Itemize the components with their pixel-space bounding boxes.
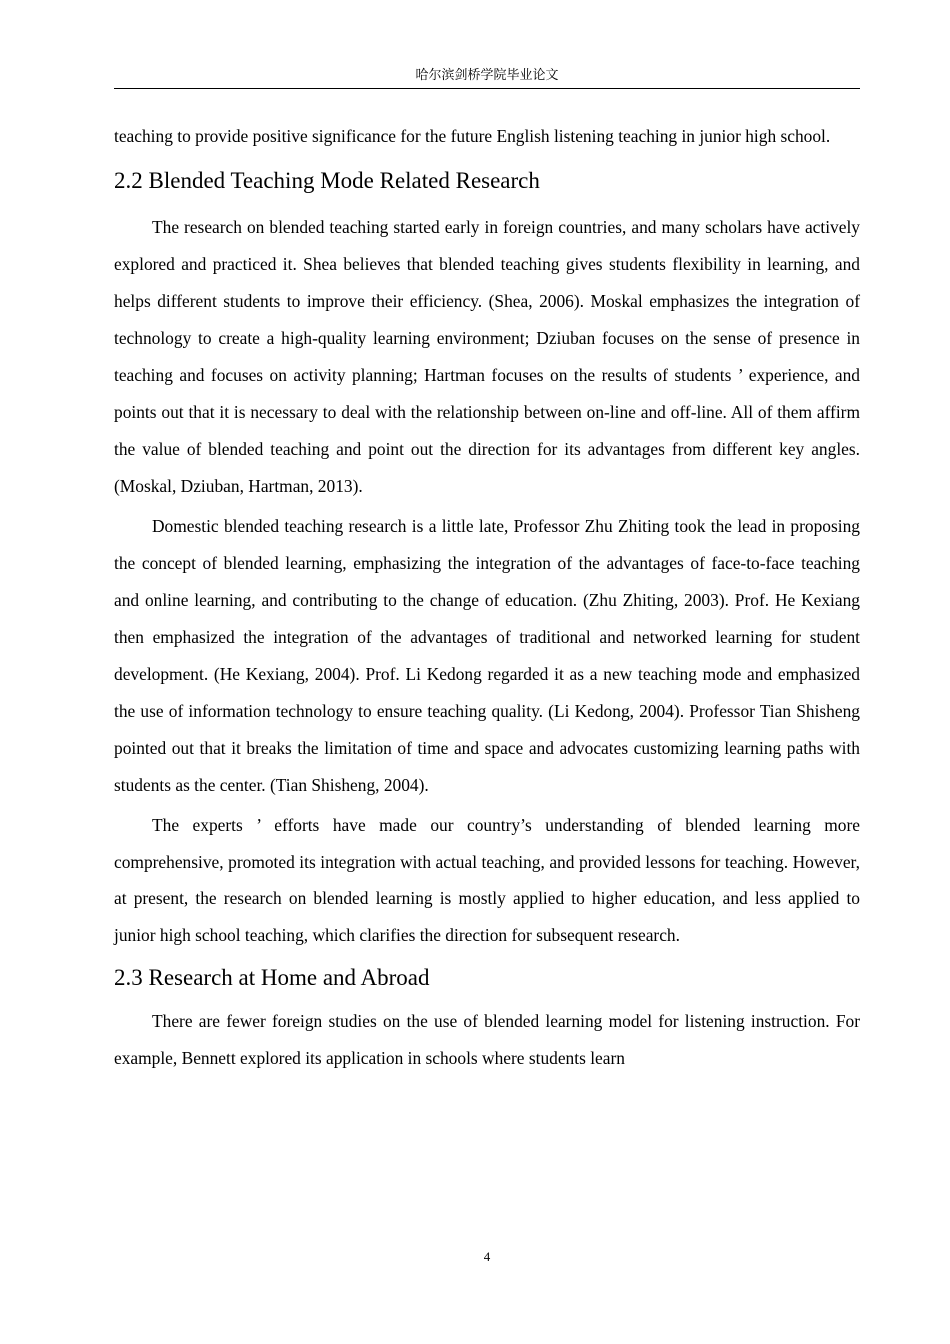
- paragraph-foreign-research: The research on blended teaching started early in foreign countries, and many scholars have actively explored and practiced it. Shea believes that blended teaching gives students flexibility in learning, and helps different students to improve their efficiency. (Shea, 2006). Moskal emphasizes the integration of technology to create a high-quality learning environment; Dziuban focuses on the sense of presence in teaching and focuses on activity planning; Hartman focuses on the results of students ’ experience, and points out that it is necessary to deal with the relationship between on-line and off-line. All of them affirm the value of blended teaching and point out the direction for its advantages from different key angles. (Moskal, Dziuban, Hartman, 2013).: [114, 217, 860, 496]
- header-rule: [114, 88, 860, 89]
- page-number: 4: [483, 1249, 491, 1264]
- section-heading-2-2: 2.2 Blended Teaching Mode Related Research: [114, 168, 540, 193]
- body-text: [114, 119, 860, 1077]
- paragraph-domestic-research: Domestic blended teaching research is a little late, Professor Zhu Zhiting took the lead in proposing the concept of blended learning, emphasizing the integration of the advantages of face-to-face teaching and online learning, and contributing to the change of education. (Zhu Zhiting, 2003). Prof. He Kexiang then emphasized the integration of the advantages of traditional and networked learning for student development. (He Kexiang, 2004). Prof. Li Kedong regarded it as a new teaching mode and emphasized the use of information technology to ensure teaching quality. (Li Kedong, 2004). Professor Tian Shisheng pointed out that it breaks the limitation of time and space and advocates customizing learning paths with students as the center. (Tian Shisheng, 2004).: [114, 516, 860, 795]
- paragraph-experts-summary: The experts ’ efforts have made our country’s understanding of blended learning more comprehensive, promoted its integration with actual teaching, and provided lessons for teaching. However, at present, the research on blended learning is mostly applied to higher education, and less applied to junior high school teaching, which clarifies the direction for subsequent research.: [114, 815, 860, 945]
- paragraph-foreign-listening-studies: There are fewer foreign studies on the use of blended learning model for listening instruction. For example, Bennett explored its application in schools where students learn: [114, 1011, 860, 1069]
- running-header: 哈尔滨剑桥学院毕业论文: [415, 68, 559, 83]
- section-heading-2-3: 2.3 Research at Home and Abroad: [114, 965, 430, 991]
- paragraph-continuation: teaching to provide positive significance for the future English listening teaching in junior high school.: [114, 126, 831, 146]
